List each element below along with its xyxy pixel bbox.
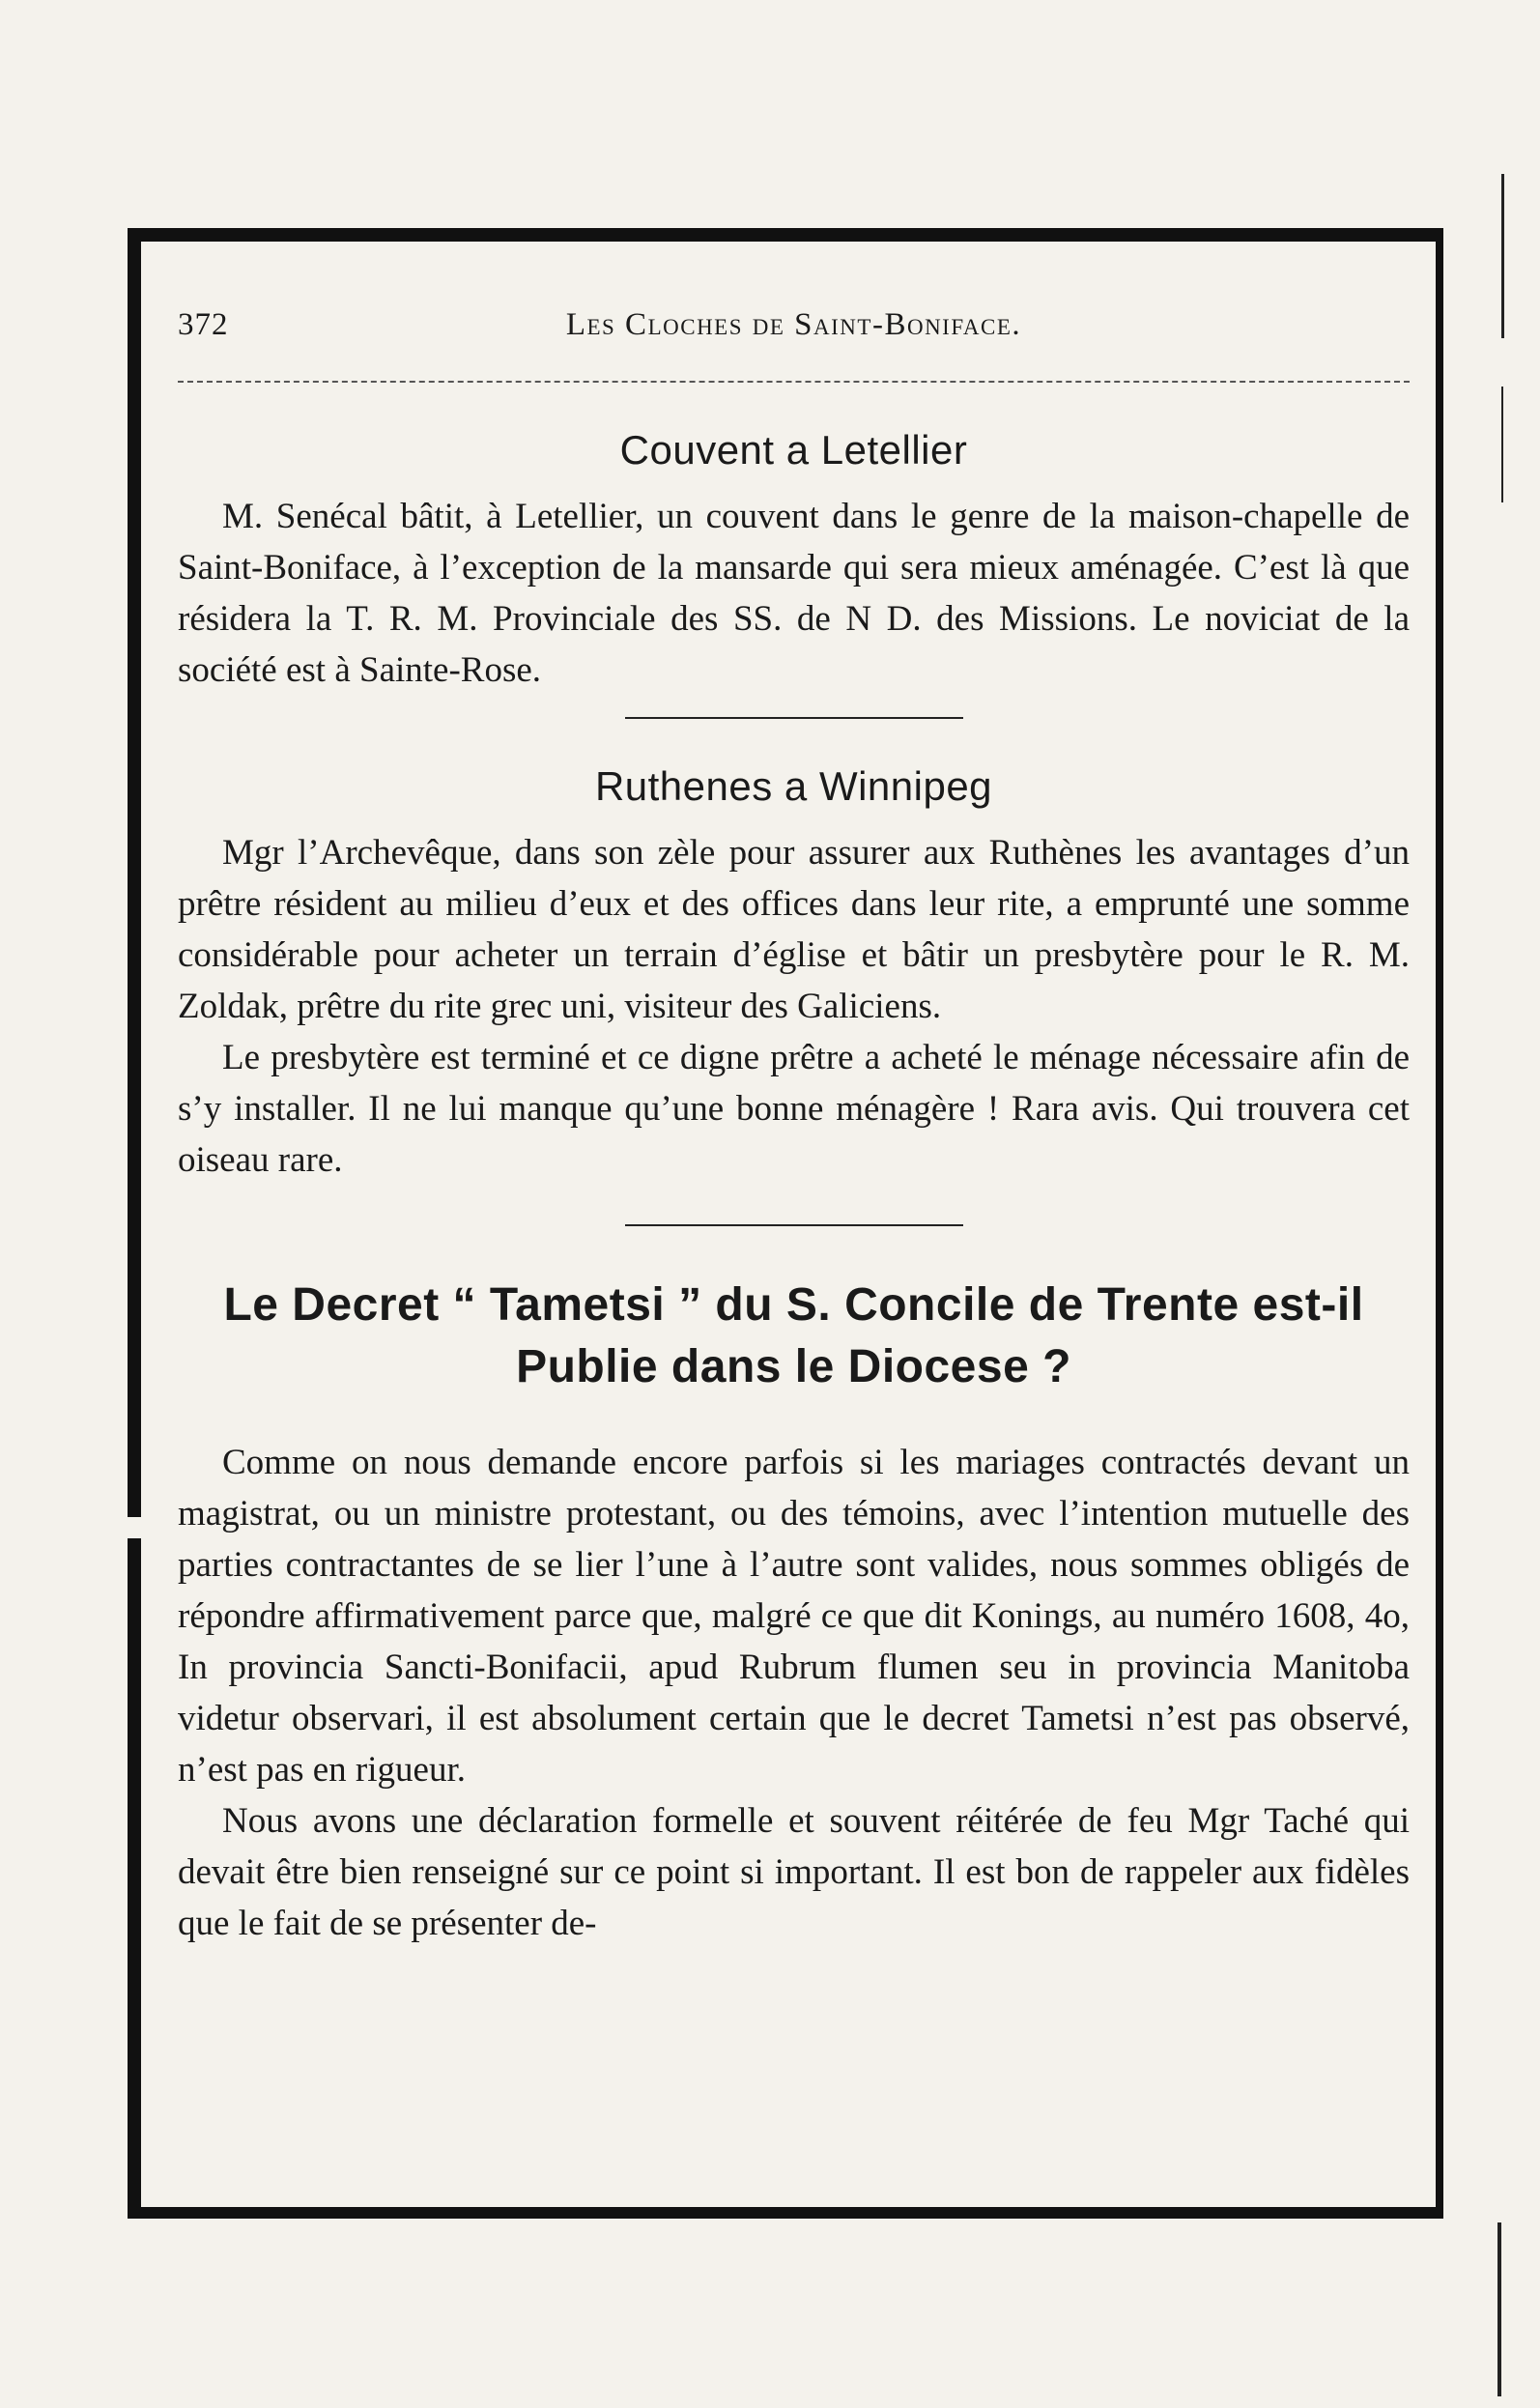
scan-edge-mark bbox=[1501, 174, 1504, 338]
running-head bbox=[178, 290, 1410, 344]
paragraph: Mgr l’Archevêque, dans son zèle pour assurer aux Ruthènes les avantages d’un prêtre résident au milieu d’eux et des offices dans leur rite, a emprunté une somme considérable pour acheter un terrain d’église et bâtir un presbytère pour le R. M. Zoldak, prêtre du rite grec uni, visiteur des Galiciens. bbox=[178, 833, 1410, 1026]
section-separator bbox=[625, 717, 963, 719]
scan-edge-mark bbox=[1501, 387, 1503, 502]
header-rule bbox=[178, 381, 1410, 383]
scan-edge-mark bbox=[1497, 2222, 1501, 2396]
section-heading-decret: Le Decret “ Tametsi ” du S. Concile de Trente est-il Publie dans le Diocese ? bbox=[223, 1279, 1364, 1392]
page-content bbox=[178, 290, 1410, 1949]
page-number: 372 bbox=[178, 307, 229, 342]
paragraph: Le presbytère est terminé et ce digne prêtre a acheté le ménage nécessaire afin de s’y installer. Il ne lui manque qu’une bonne ménagère ! Rara avis. Qui trouvera cet oiseau rare. bbox=[178, 1038, 1410, 1180]
section-heading-ruthenes: Ruthenes a Winnipeg bbox=[594, 763, 993, 809]
border-gap bbox=[128, 1517, 145, 1538]
paragraph: Nous avons une déclaration formelle et souvent réitérée de feu Mgr Taché qui devait être bien renseigné sur ce point si important. Il est bon de rappeler aux fidèles que le fait de se présenter de- bbox=[178, 1801, 1410, 1943]
section-heading-couvent: Couvent a Letellier bbox=[619, 427, 968, 473]
paragraph: M. Senécal bâtit, à Letellier, un couvent dans le genre de la maison-chapelle de Saint-Boniface, à l’exception de la mansarde qui sera mieux aménagée. C’est là que résidera la T. R. M. Provinciale des SS. de N D. des Missions. Le noviciat de la société est à Sainte-Rose. bbox=[178, 497, 1410, 690]
section-separator bbox=[625, 1224, 963, 1226]
paragraph: Comme on nous demande encore parfois si les mariages contractés devant un magistrat, ou un ministre protestant, ou des témoins, avec l’intention mutuelle des parties contractantes de se lier l’une à l’autre sont valides, nous sommes obligés de répondre affirmativement parce que, malgré ce que dit Konings, au numéro 1608, 4o, In provincia Sancti-Bonifacii, apud Rubrum flumen seu in provincia Manitoba videtur observari, il est absolument certain que le decret Tametsi n’est pas observé, n’est pas en rigueur. bbox=[178, 1443, 1410, 1790]
running-title: Les Cloches de Saint-Boniface. bbox=[565, 307, 1022, 342]
